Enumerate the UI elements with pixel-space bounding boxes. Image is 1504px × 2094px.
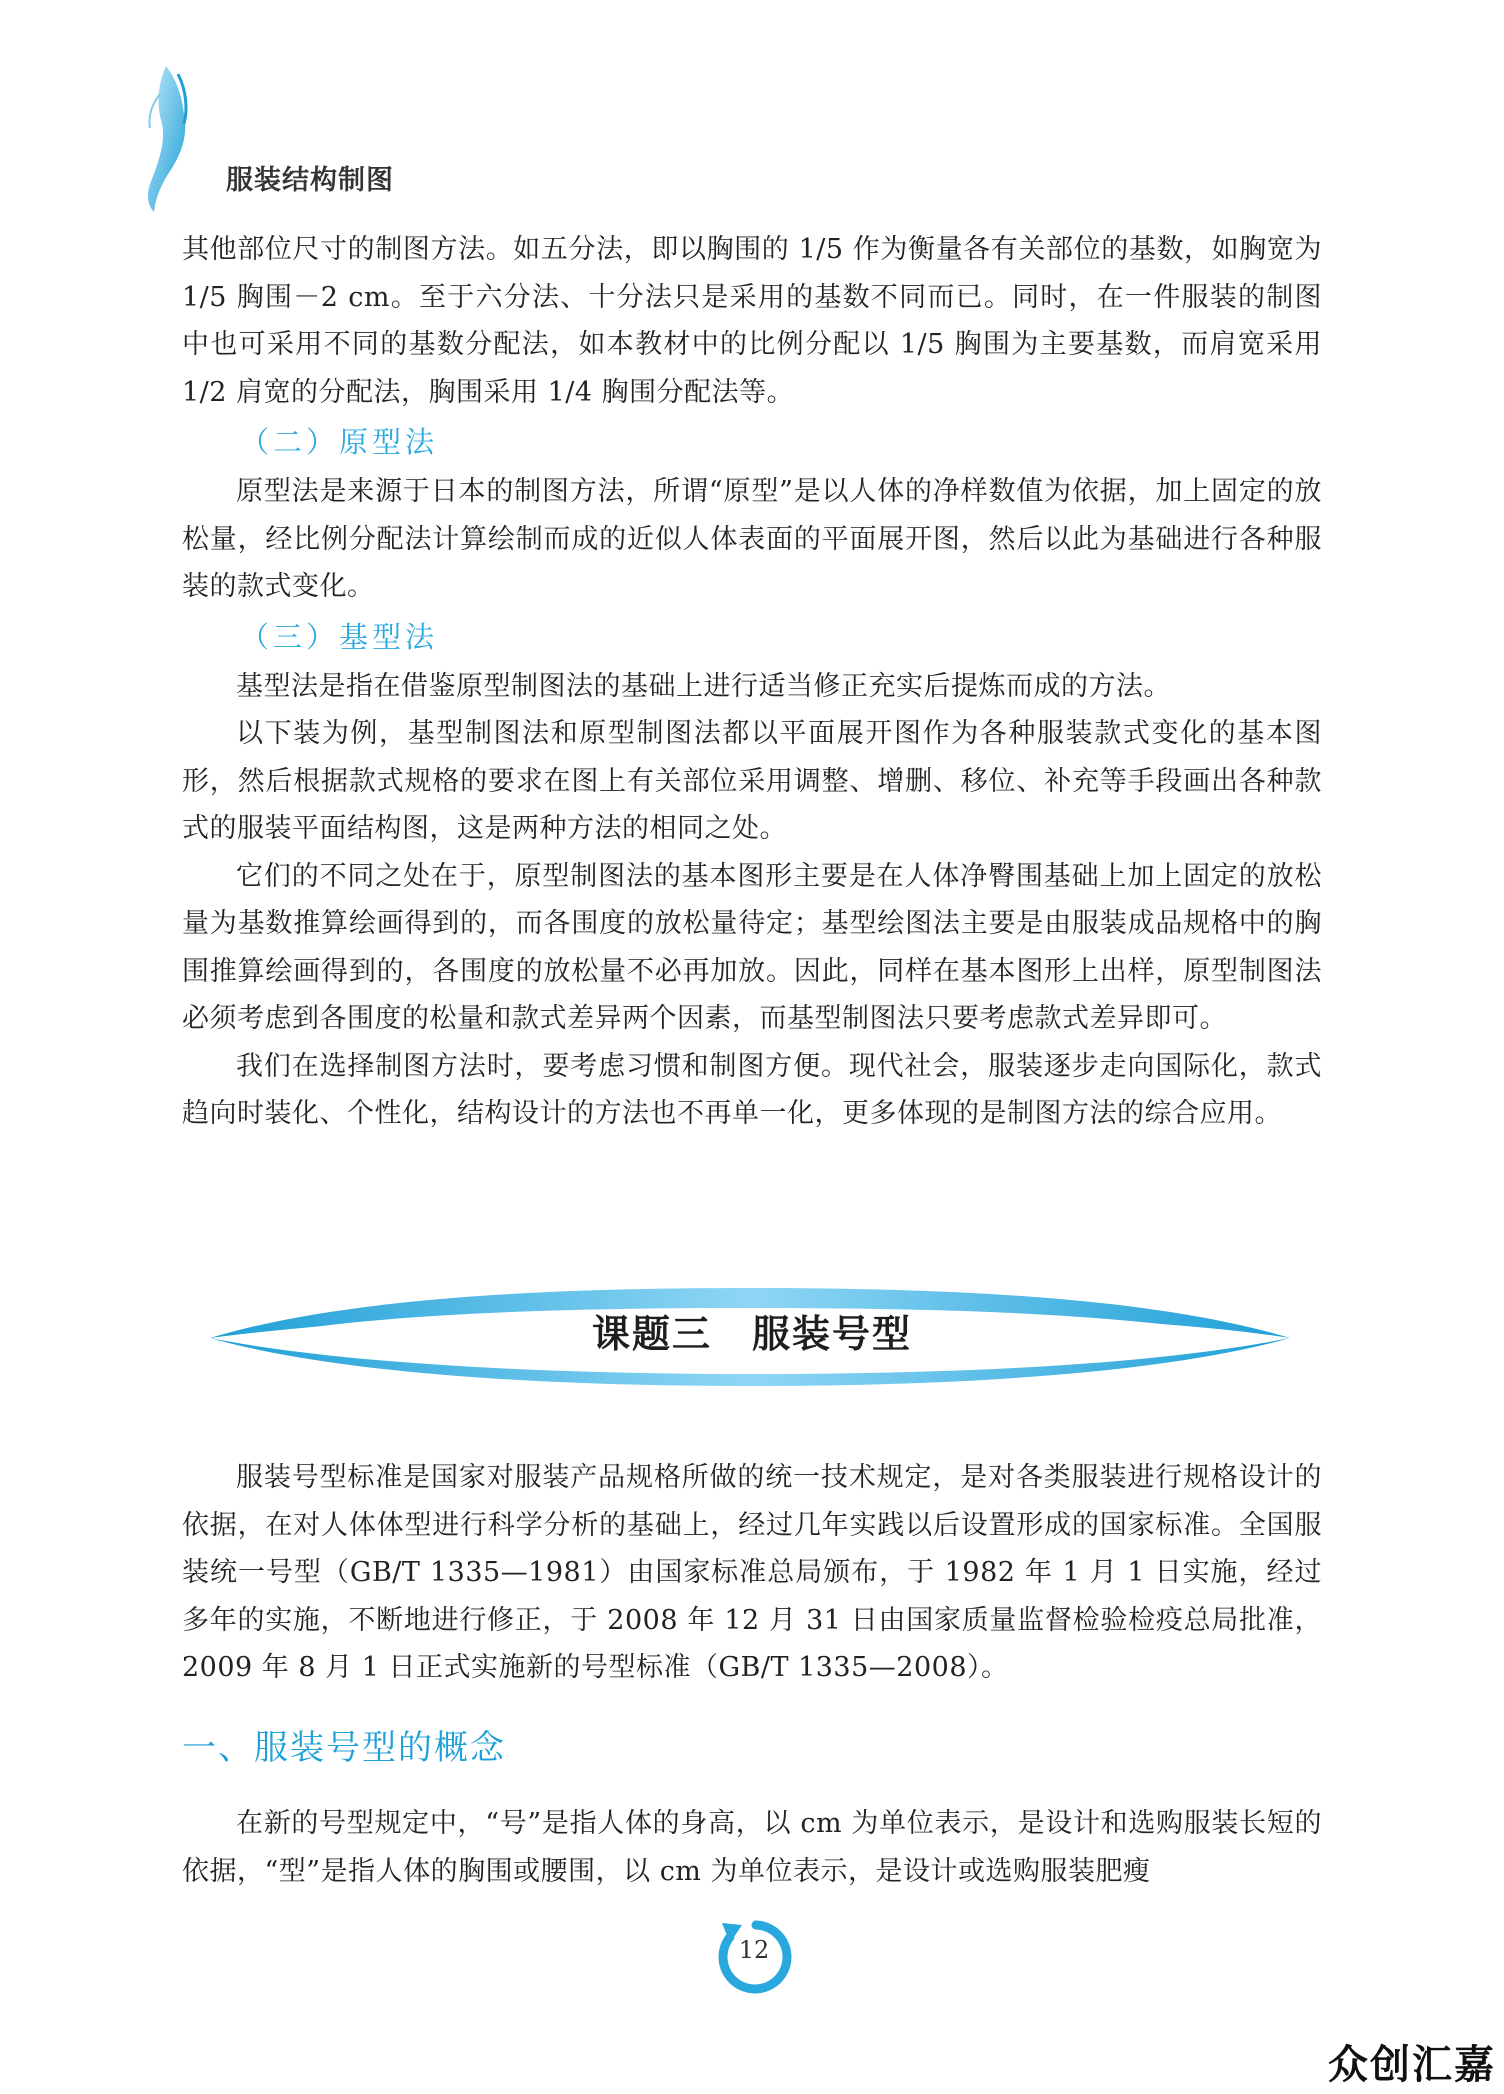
page-number: 12 — [738, 1936, 770, 1964]
paragraph: 它们的不同之处在于，原型制图法的基本图形主要是在人体净臀围基础上加上固定的放松量为基数推算绘画得到的，而各围度的放松量待定；基型绘图法主要是由服装成品规格中的胸围推算绘画得到的，各围度的放松量不必再加放。因此，同样在基本图形上出样，原型制图法必须考虑到各围度的松量和款式差异两个因素，而基型制图法只要考虑款式差异即可。 — [182, 860, 1322, 1034]
figure-logo-icon — [138, 64, 208, 214]
topic-title: 课题三 服装号型 — [591, 1312, 912, 1356]
paragraph: 以下装为例，基型制图法和原型制图法都以平面展开图作为各种服装款式变化的基本图形，然后根据款式规格的要求在图上有关部位采用调整、增删、移位、补充等手段画出各种款式的服装平面结构图，这是两种方法的相同之处。 — [182, 718, 1322, 844]
paragraph: 服装号型标准是国家对服装产品规格所做的统一技术规定，是对各类服装进行规格设计的依据，在对人体体型进行科学分析的基础上，经过几年实践以后设置形成的国家标准。全国服装统一号型（GB/T 1335—1981）由国家标准总局颁布，于 1982 年 1 月 1 日实施，经过多年的实施，不断地进行修正，于 2008 年 12 月 31 日由国家质量监督检验检疫总局批准，2009 年 8 月 1 日正式实施新的号型标准（GB/T 1335—2008）。 — [182, 1462, 1322, 1683]
watermark: 众创汇嘉 — [1328, 2042, 1496, 2088]
paragraph: 在新的号型规定中，“号”是指人体的身高，以 cm 为单位表示，是设计和选购服装长短的依据，“型”是指人体的胸围或腰围，以 cm 为单位表示，是设计或选购服装肥瘦 — [182, 1808, 1322, 1887]
intro-content — [182, 1454, 1322, 1692]
concept-content — [182, 1800, 1322, 1895]
upper-content — [182, 226, 1322, 1138]
section-heading-size-concept: 一、服装号型的概念 — [182, 1728, 506, 1768]
paragraph: 我们在选择制图方法时，要考虑习惯和制图方便。现代社会，服装逐步走向国际化，款式趋向时装化、个性化，结构设计的方法也不再单一化，更多体现的是制图方法的综合应用。 — [182, 1050, 1322, 1129]
subsection-heading-base-pattern: （三）基型法 — [240, 619, 439, 654]
book-title: 服装结构制图 — [226, 165, 394, 196]
paragraph: 其他部位尺寸的制图方法。如五分法，即以胸围的 1/5 作为衡量各有关部位的基数，如胸宽为 1/5 胸围－2 cm。至于六分法、十分法只是采用的基数不同而已。同时，在一件服装的制图中也可采用不同的基数分配法，如本教材中的比例分配以 1/5 胸围为主要基数，而肩宽采用 1/2 肩宽的分配法，胸围采用 1/4 胸围分配法等。 — [182, 234, 1322, 408]
subsection-heading-prototype: （二）原型法 — [240, 425, 439, 459]
paragraph: 基型法是指在借鉴原型制图法的基础上进行适当修正充实后提炼而成的方法。 — [236, 670, 1171, 702]
paragraph: 原型法是来源于日本的制图方法，所谓“原型”是以人体的净样数值为依据，加上固定的放松量，经比例分配法计算绘制而成的近似人体表面的平面展开图，然后以此为基础进行各种服装的款式变化。 — [182, 476, 1322, 602]
